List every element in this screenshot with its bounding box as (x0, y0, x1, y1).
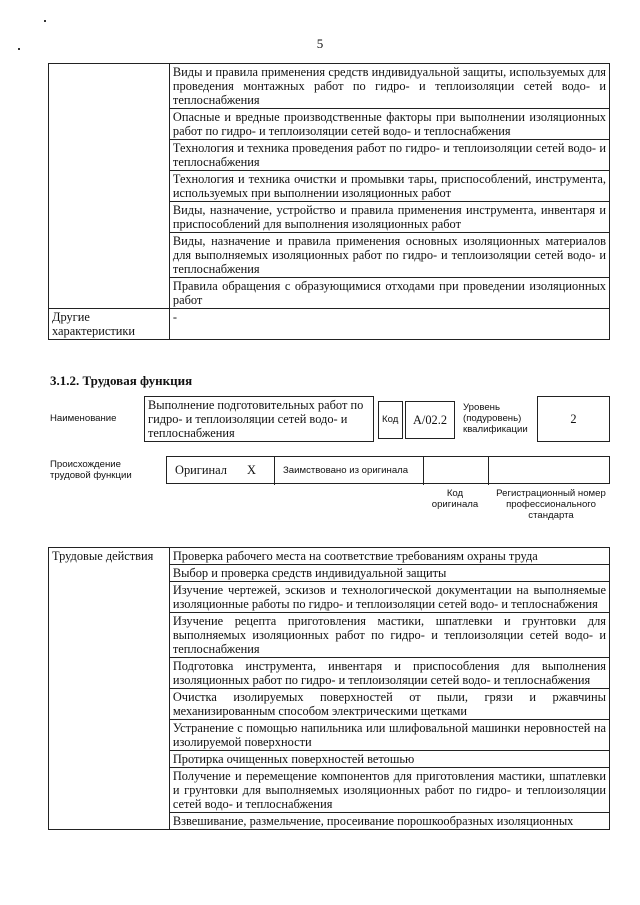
labor-action: Проверка рабочего места на соответствие требованиям охраны труда (169, 548, 609, 565)
knowledge-label-cell (49, 64, 170, 309)
section-title: 3.1.2. Трудовая функция (50, 373, 193, 388)
table-row (49, 548, 610, 565)
origin-label: Происхождение трудовой функции (50, 459, 132, 481)
borrowed-label: Заимствовано из оригинала (283, 465, 409, 476)
origin-table (166, 456, 610, 484)
labor-action: Взвешивание, размельчение, просеивание порошкообразных изоляционных (169, 813, 609, 830)
origin-divider (274, 457, 275, 485)
labor-action: Устранение с помощью напильника или шлифовальной машинки неровностей на изолируемой поверхности (169, 720, 609, 751)
knowledge-item: Технология и техника очистки и промывки тары, приспособлений, инструмента, используемых при выполнении изоляционных работ (169, 171, 609, 202)
knowledge-item: Технология и техника проведения работ по гидро- и теплоизоляции сетей водо- и теплоснабжения (169, 140, 609, 171)
labor-action: Очистка изолируемых поверхностей от пыли, грязи и ржавчины механизированным способом электрическими щетками (169, 689, 609, 720)
function-name-box (144, 396, 374, 442)
code-value-box (405, 401, 455, 439)
knowledge-item: Правила обращения с образующимися отходами при проведении изоляционных работ (169, 278, 609, 309)
labor-actions-label: Трудовые действия (49, 548, 170, 830)
knowledge-item: Виды и правила применения средств индивидуальной защиты, используемых для проведения монтажных работ по гидро- и теплоизоляции сетей водо- и теплоснабжения (169, 64, 609, 109)
level-value: 2 (570, 412, 577, 426)
labor-action: Изучение чертежей, эскизов и технологической документации на выполняемые изоляционные работы по гидро- и теплоизоляции сетей водо- и теплоснабжения (169, 582, 609, 613)
table-row (49, 309, 610, 340)
labor-action: Получение и перемещение компонентов для приготовления мастики, шпатлевки и грунтовки для выполняемых изоляционных работ по гидро- и теплоизоляции сетей водо- и теплоснабжения (169, 768, 609, 813)
code-value: А/02.2 (412, 413, 448, 427)
reg-caption: Регистрационный номер профессионального стандарта (496, 488, 606, 521)
labor-action: Выбор и проверка средств индивидуальной защиты (169, 565, 609, 582)
labor-action: Подготовка инструмента, инвентаря и приспособления для выполнения изоляционных работ по гидро- и теплоизоляции сетей водо- и теплоснабжения (169, 658, 609, 689)
origin-divider (488, 457, 489, 485)
labor-action: Изучение рецепта приготовления мастики, шпатлевки и грунтовки для выполняемых изоляционных работ по гидро- и теплоизоляции сетей водо- и теплоснабжения (169, 613, 609, 658)
code-label-box (378, 401, 403, 439)
knowledge-item: Опасные и вредные производственные факторы при выполнении изоляционных работ по гидро- и теплоизоляции сетей водо- и теплоснабжения (169, 109, 609, 140)
function-name: Выполнение подготовительных работ по гидро- и теплоизоляции сетей водо- и теплоснабжения (148, 398, 364, 440)
code-caption: Код оригинала (431, 488, 479, 510)
table-row (49, 64, 610, 109)
knowledge-item: Виды, назначение, устройство и правила применения инструмента, инвентаря и приспособлений для выполнения изоляционных работ (169, 202, 609, 233)
scan-speck (44, 20, 46, 22)
name-label: Наименование (50, 413, 117, 424)
knowledge-table (48, 63, 610, 340)
labor-action: Протирка очищенных поверхностей ветошью (169, 751, 609, 768)
knowledge-item: Виды, назначение и правила применения основных изоляционных материалов для выполняемых изоляционных работ по гидро- и теплоизоляции сетей водо- и теплоснабжения (169, 233, 609, 278)
original-mark: X (247, 463, 256, 477)
other-characteristics-value: - (169, 309, 609, 340)
level-value-box (537, 396, 610, 442)
level-label: Уровень (подуровень) квалификации (463, 402, 528, 435)
labor-actions-table (48, 547, 610, 830)
original-label: Оригинал (175, 463, 227, 477)
code-label: Код (382, 414, 399, 425)
origin-divider (423, 457, 424, 485)
page-number: 5 (316, 36, 324, 51)
other-characteristics-label: Другие характеристики (49, 309, 170, 340)
